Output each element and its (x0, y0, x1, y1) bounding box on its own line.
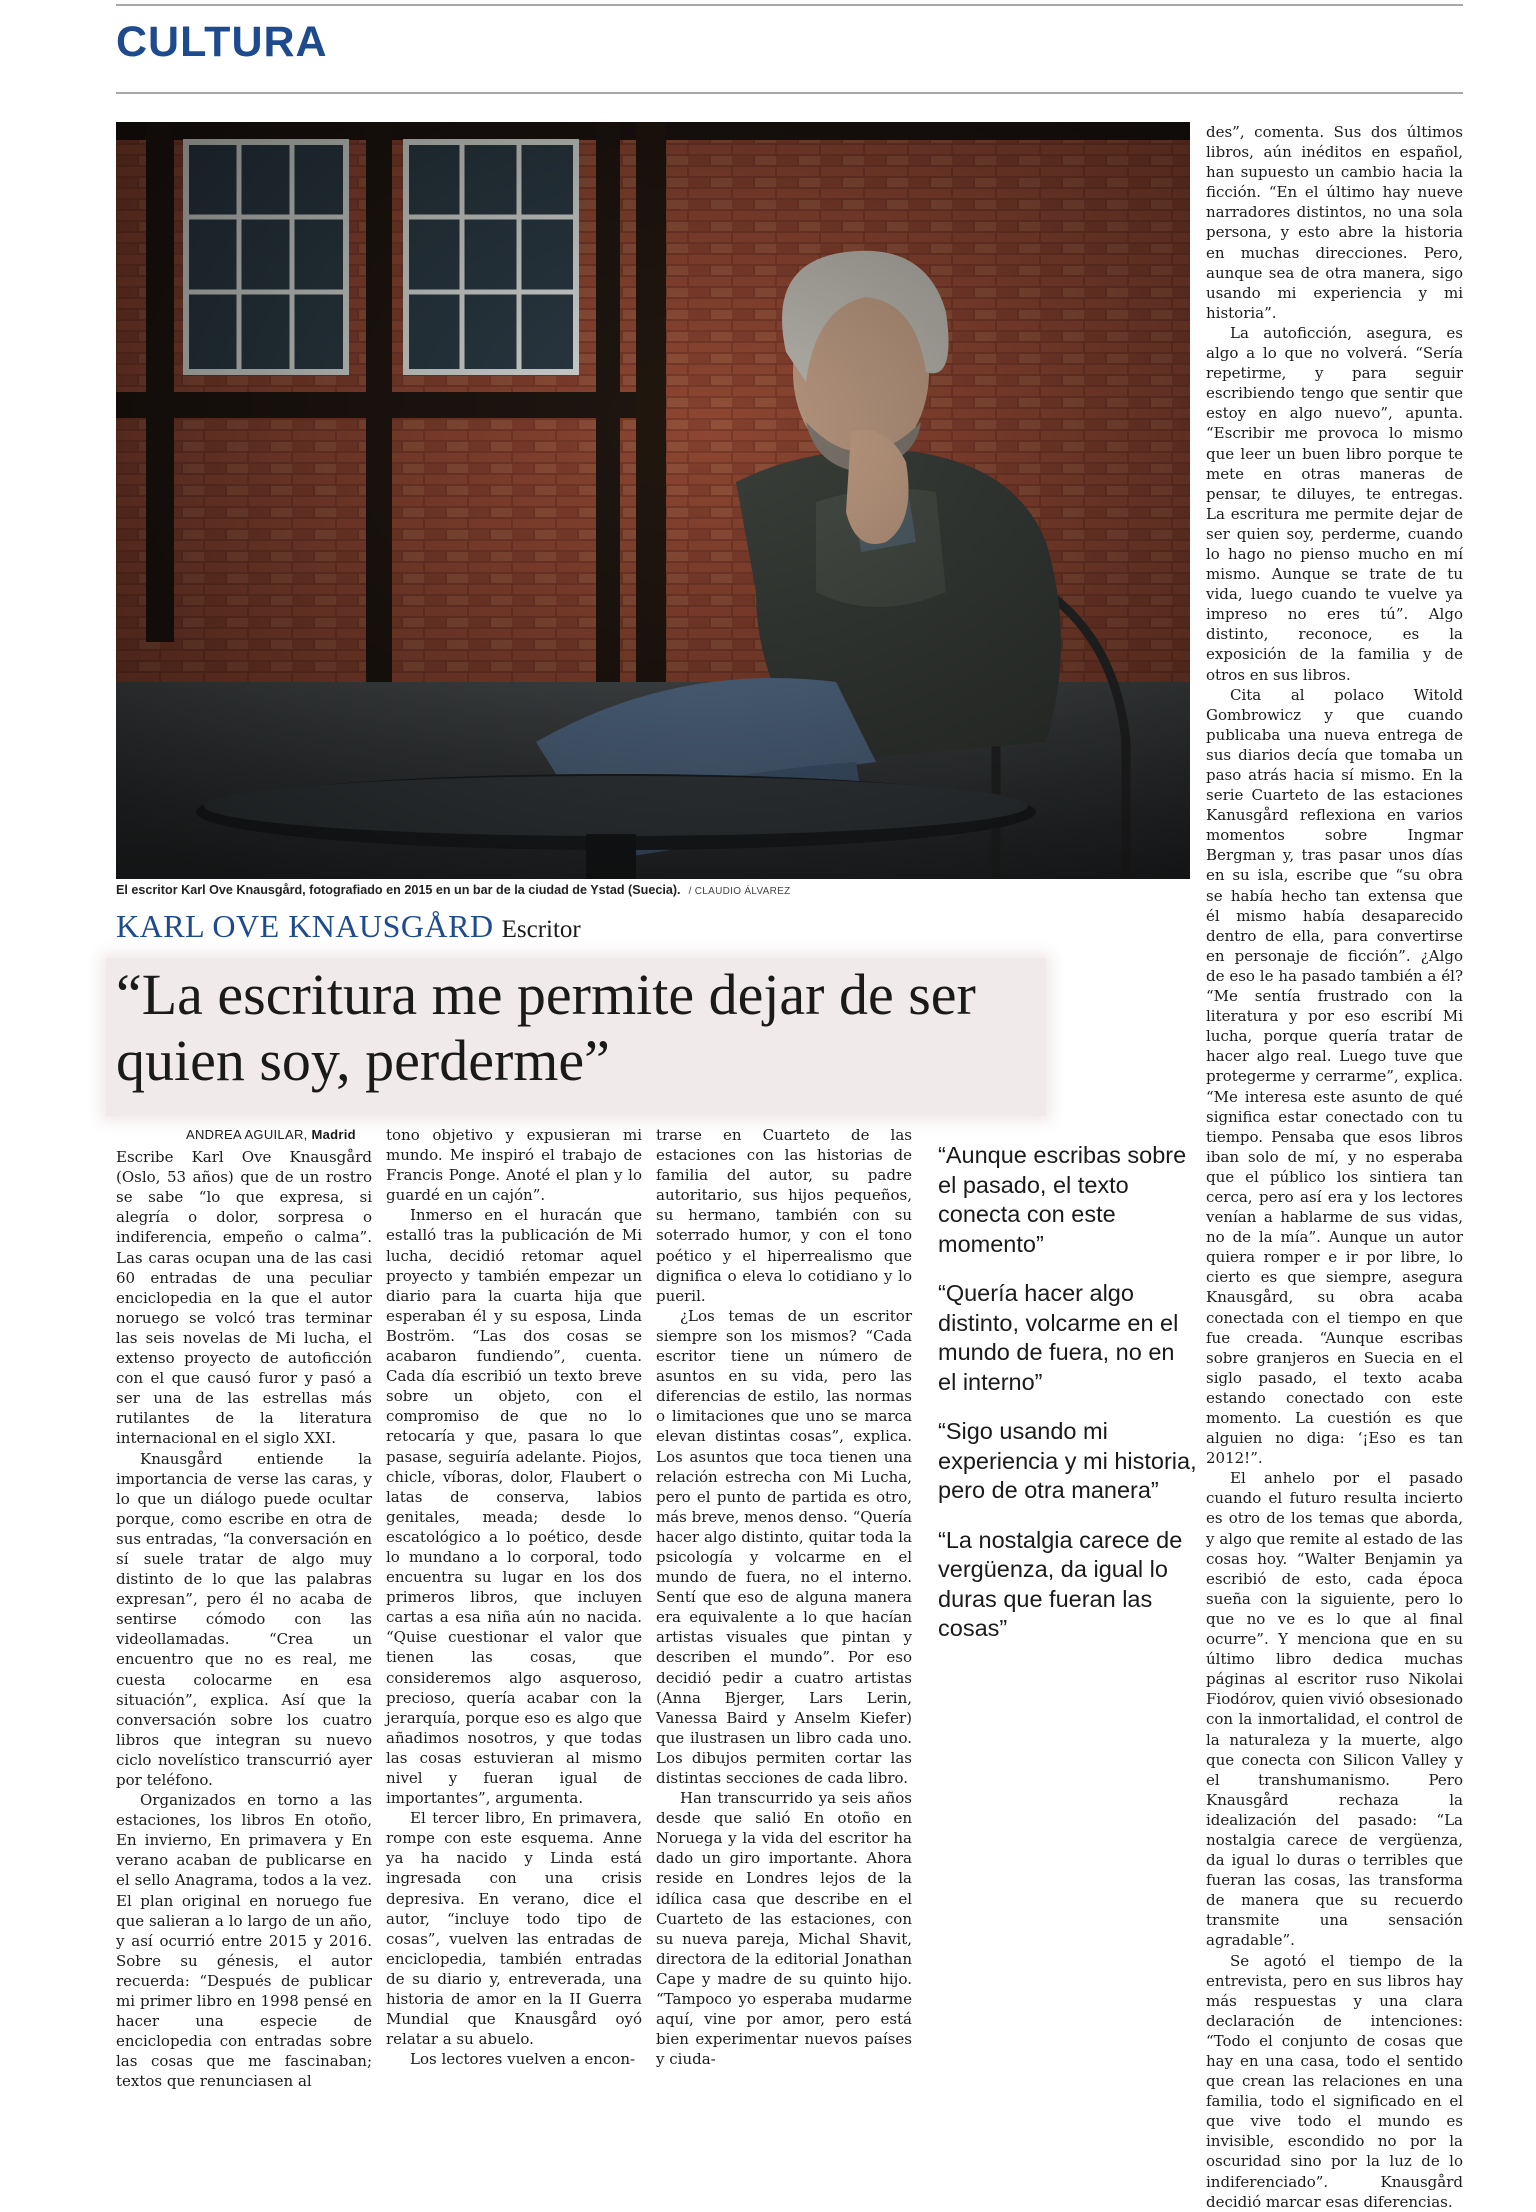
headline: “La escritura me permite dejar de ser quien soy, perderme” (116, 962, 976, 1093)
paragraph: Cita al polaco Witold Gombrowicz y que cuando publicaba una nueva entrega de sus diarios decía que tomaba un paso atrás hacia sí mismo. En la serie Cuarteto de las estaciones Kanusgård reflexiona en varios momentos sobre Ingmar Bergman y, tras pasar unos días en su isla, escribe que “su obra se había hecho tan extensa que él mismo había desaparecido dentro de ella, para convertirse en personaje de ficción”. ¿Algo de eso le ha pasado también a él? “Me sentía frustrado con la literatura y por eso escribí Mi lucha, porque quería tratar de hacer algo real. Luego tuve que protegerme y cerrarme”, explica. “Me interesa este asunto de qué significa estar conectado con tu tiempo. Pensaba que esos libros iban solo de mí, y no esperaba que el público los sintiera tan cerca, pero así era y los lectores venían a hablarme de sus vidas, no de la mía”. Aunque un autor quiera romper e ir por libre, lo cierto es que siempre, asegura Knausgård, su obra acaba conectada con el tiempo en que fue creada. “Aunque escribas sobre granjeros en Suecia en el siglo pasado, el texto acaba estando conectado con este momento. La cuestión es que alguien no diga: ‘¡Eso es tan 2012!”. (1206, 685, 1463, 1468)
section-rule (116, 92, 1463, 94)
paragraph: trarse en Cuarteto de las estaciones con las historias de familia del autor, su padre autoritario, sus hijos pequeños, su hermano, también con su soterrado humor, y con el tono poético y el hiperrealismo que dignifica o eleva lo cotidiano y lo pueril. (656, 1126, 912, 1305)
paragraph: ¿Los temas de un escritor siempre son los mismos? “Cada escritor tiene un número de asuntos en su vida, pero las diferencias de estilo, las normas o limitaciones que uno se marca elevan distintas cosas”, explica. Los asuntos que toca tienen una relación estrecha con Mi Lucha, pero el punto de partida es otro, más breve, menos denso. “Quería hacer algo distinto, quitar toda la psicología y volcarme en el mundo de fuera, no el interno. Sentí que eso de alguna manera era equivalente a lo que hacían artistas visuales que pintan y describen el mundo”. Por eso decidió pedir a cuatro artistas (Anna Bjerger, Lars Lerin, Vanessa Baird y Anselm Kiefer) que ilustrasen un libro cada uno. Los dibujos permiten cortar las distintas secciones de cada libro. (656, 1306, 912, 1787)
paragraph: Los lectores vuelven a encon- (410, 2050, 636, 2069)
author-photo (116, 122, 1190, 879)
kicker-role: Escritor (501, 916, 581, 943)
paragraph: Inmerso en el huracán que estalló tras la publicación de Mi lucha, decidió retomar aquel proyecto y también empezar un diario para la cuarta hija que esperaban él y su esposa, Linda Boström. “Las dos cosas se acabaron fundiendo”, cuenta. Cada día escribió un texto breve sobre un objeto, con el compromiso de que no lo retocaría y que, pasara lo que pasase, seguiría adelante. Piojos, chicle, víboras, dolor, Flaubert o latas de conserva, labios genitales, meada; desde lo escatológico a lo poético, desde lo mundano a lo corporal, todo encuentra su lugar en los dos primeros libros, que incluyen cartas a esa niña aún no nacida. “Quise cuestionar el valor que tienen las cosas, que consideremos algo asqueroso, precioso, quería acabar con la jerarquía, porque eso es algo que añadimos nosotros, y que todas las cosas estuvieran al mismo nivel y fueran igual de importantes”, argumenta. (386, 1206, 642, 1808)
paragraph: des”, comenta. Sus dos últimos libros, aún inéditos en español, han supuesto un cambio hacia la ficción. “En el último hay nueve narradores distintos, no una sola persona, y esto abre la historia en muchas direcciones. Pero, aunque sea de otra manera, sigo usando mi experiencia y mi historia”. (1206, 123, 1463, 322)
photo-caption (116, 883, 791, 897)
paragraph: Se agotó el tiempo de la entrevista, pero en sus libros hay más respuestas y una clara declaración de intenciones: “Todo el conjunto de cosas que hay en una casa, todo el sentido que crean las relaciones en una familia, todo el significado en el que vive todo el mundo es invisible, escondido no por la oscuridad sino por la luz de lo indiferenciado”. Knausgård decidió marcar esas diferencias. (1206, 1951, 1463, 2211)
paragraph: Knausgård entiende la importancia de verse las caras, y lo que un diálogo puede ocultar porque, como escribe en otra de sus entradas, “la conversación en sí suele tratar de algo muy distinto de lo que las palabras expresan”, pero él no acaba de sentirse cómodo con las videollamadas. “Crea un encuentro que no es real, me cuesta colocarme en esa situación”, explica. Así que la conversación sobre los cuatro libros que integran su nuevo ciclo novelístico transcurrió ayer por teléfono. (116, 1449, 372, 1789)
kicker-name: KARL OVE KNAUSGÅRD (116, 908, 494, 944)
paragraph: La autoficción, asegura, es algo a lo que no volverá. “Sería repetirme, y para seguir escribiendo tengo que sentir que estoy en algo nuevo”, apunta. “Escribir me provoca lo mismo que leer un buen libro porque te mete en otras maneras de pensar, te diluyes, te entregas. La escritura me permite dejar de ser quien soy, perderme, cuando lo hago no pienso mucho en mí mismo. Aunque se trate de tu vida, luego cuando te vuelve ya impreso no eres tú”. Algo distinto, reconoce, es la exposición de la familia y de otros en sus libros. (1206, 323, 1463, 684)
article-column-2 (386, 1125, 642, 2069)
pull-quote: “Aunque escribas sobre el pasado, el texto conecta con este momento” (938, 1142, 1187, 1257)
paragraph: Escribe Karl Ove Knausgård (Oslo, 53 años) que de un rostro se sabe “lo que expresa, si alegría o dolor, sorpresa o indiferencia, empeño o calma”. Las caras ocupan una de las casi 60 entradas de una peculiar enciclopedia en la que el autor noruego se volcó tras terminar las seis novelas de Mi lucha, el extenso proyecto de autoficción con el que causó furor y pasó a ser una de las estrellas más rutilantes de la literatura internacional en el siglo XXI. (116, 1148, 372, 1448)
paragraph: tono objetivo y expusieran mi mundo. Me inspiró el trabajo de Francis Ponge. Anoté el plan y lo guardé en un cajón”. (386, 1126, 642, 1205)
paragraph: El tercer libro, En primavera, rompe con este esquema. Anne ya ha nacido y Linda está ingresada con una crisis depresiva. En verano, dice el autor, “incluye todo tipo de cosas”, vuelven las entradas de enciclopedia, también entradas de su diario y, entreverada, una historia de amor en la II Guerra Mundial que Knausgård oyó relatar a su abuelo. (386, 1809, 642, 2049)
article-column-4 (1206, 122, 1463, 2212)
photo-credit: / CLAUDIO ÁLVAREZ (688, 886, 791, 897)
article-column-1 (116, 1125, 372, 2092)
top-rule (116, 4, 1463, 6)
byline (116, 1125, 372, 1145)
section-title: CULTURA (116, 18, 328, 66)
pull-quotes (938, 1141, 1198, 1664)
byline-city: Madrid (311, 1127, 356, 1142)
caption-text: El escritor Karl Ove Knausgård, fotografiado en 2015 en un bar de la ciudad de Ystad (Suecia). (116, 883, 681, 897)
pull-quote: “La nostalgia carece de vergüenza, da igual lo duras que fueran las cosas” (938, 1526, 1183, 1641)
pull-quote: “Quería hacer algo distinto, volcarme en el mundo de fuera, no en el interno” (938, 1280, 1179, 1395)
paragraph: Organizados en torno a las estaciones, los libros En otoño, En invierno, En primavera y En verano acaban de publicarse en el sello Anagrama, todos a la vez. El plan original en noruego fue que salieran a lo largo de un año, y así ocurrió entre 2015 y 2016. Sobre su génesis, el autor recuerda: “Después de publicar mi primer libro en 1998 pensé en hacer una especie de enciclopedia con entradas sobre las cosas que me fascinaban; textos que renunciasen al (116, 1791, 372, 2091)
article-column-3 (656, 1125, 912, 2069)
byline-author: ANDREA AGUILAR, (186, 1127, 308, 1142)
pull-quote: “Sigo usando mi experiencia y mi historia, pero de otra manera” (938, 1418, 1197, 1503)
paragraph: El anhelo por el pasado cuando el futuro resulta incierto es otro de los temas que aborda, y algo que remite al estado de las cosas hoy. “Walter Benjamin ya escribió de esto, cada época sueña con la siguiente, pero lo que no ve es lo que al final ocurre”. Y menciona que en su último libro dedica muchas páginas al escritor ruso Nikolai Fiodórov, quien vivió obsesionado con la inmortalidad, el control de la naturaleza y la muerte, algo que conecta con Silicon Valley y el transhumanismo. Pero Knausgård rechaza la idealización del pasado: “La nostalgia carece de vergüenza, da igual lo duras o terribles que fueran las cosas, las transforma de manera que su recuerdo transmite una sensación agradable”. (1206, 1469, 1463, 1950)
kicker (116, 908, 581, 945)
paragraph: Han transcurrido ya seis años desde que salió En otoño en Noruega y la vida del escritor ha dado un giro importante. Ahora reside en Londres lejos de la idílica casa que describe en el Cuarteto de las estaciones, con su nueva pareja, Michal Shavit, directora de la editorial Jonathan Cape y madre de su quinto hijo. “Tampoco yo esperaba mudarme aquí, vine por amor, pero está bien experimentar nuevos países y ciuda- (656, 1789, 912, 2069)
